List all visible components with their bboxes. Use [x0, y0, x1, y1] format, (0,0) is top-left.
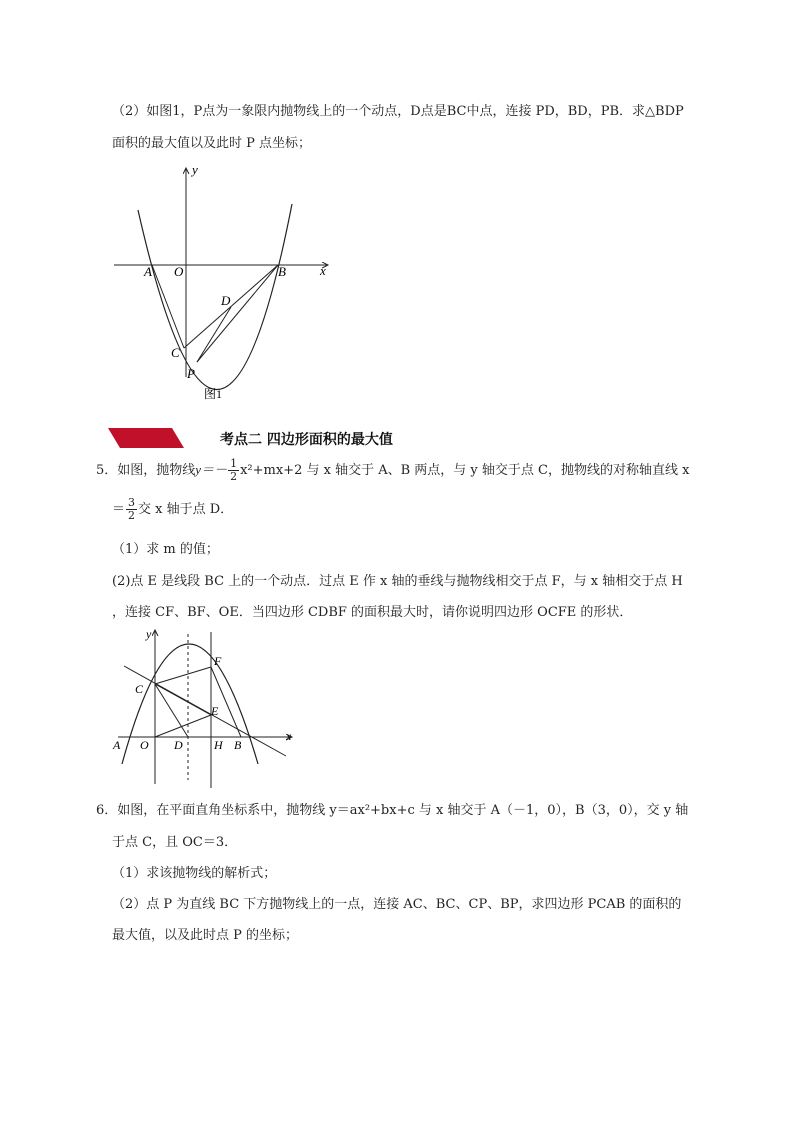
p6-subquestion-2-line-2: 最大值，以及此时点 P 的坐标； [112, 928, 299, 943]
figure-2 [110, 624, 300, 792]
p5-intro: 如图，抛物线 [117, 463, 196, 478]
p5-subquestion-2-line-2: ，连接 CF、BF、OE．当四边形 CDBF 的面积最大时，请你说明四边形 OCFE 的形状． [112, 605, 633, 620]
label-h: H [214, 738, 223, 752]
label-a: A [144, 264, 152, 279]
p5-number: 5． [96, 463, 118, 478]
p6-question-line-2: 于点 C，且 OC＝3． [112, 835, 238, 850]
p6-subquestion-1: （1）求该抛物线的解析式； [112, 866, 277, 881]
p6-question-line-1: 6．如图，在平面直角坐标系中，抛物线 y＝ax²+bx+c 与 x 轴交于 A（－1，0），B（3，0），交 y 轴 [96, 803, 689, 818]
parabola [138, 204, 292, 390]
p5-line-2-rest: 交 x 轴于点 D． [138, 502, 234, 517]
label-c: C [135, 682, 144, 696]
label-o: O [174, 264, 184, 279]
label-d: D [174, 738, 183, 752]
label-e: E [211, 704, 219, 718]
label-x: x [320, 263, 326, 278]
p5-equation-lhs: y＝－ [195, 462, 228, 477]
p5-fraction-three-halves: $\frac{3}{2}$ [128, 496, 136, 522]
p5-fraction-half: $\frac{1}{2}$ [230, 457, 238, 483]
p6-subquestion-2-line-1: （2）点 P 为直线 BC 下方抛物线上的一点，连接 AC、BC、CP、BP，求四边形 PCAB 的面积的 [112, 897, 682, 912]
segment-oe [155, 715, 211, 737]
label-b: B [278, 264, 286, 279]
label-f: F [214, 654, 222, 668]
p5-question-line-2 [112, 497, 233, 522]
p5-line-1-rest: x²+mx+2 与 x 轴交于 A、B 两点，与 y 轴交于点 C，抛物线的对称轴直线 x [240, 463, 690, 478]
label-a: A [113, 738, 121, 752]
p5-eq-sign: ＝ [112, 502, 126, 517]
label-x: x [286, 729, 292, 743]
figure-1 [100, 162, 340, 404]
figure-caption: 图1 [204, 387, 223, 401]
label-o: O [140, 738, 149, 752]
label-y: y [192, 162, 198, 177]
segment-cb [184, 265, 278, 348]
p5-subquestion-2-line-1: (2)点 E 是线段 BC 上的一个动点．过点 E 作 x 轴的垂线与抛物线相交于点 F，与 x 轴相交于点 H [112, 574, 683, 589]
p5-subquestion-1: （1）求 m 的值； [112, 542, 219, 557]
section-marker [108, 428, 184, 448]
section-title: 考点二 四边形面积的最大值 [220, 432, 393, 448]
label-p: P [187, 366, 195, 381]
segment-ce [155, 684, 211, 715]
segment-cf [155, 667, 211, 684]
p4-question-line-1: （2）如图1，P点为一象限内抛物线上的一个动点，D点是BC中点，连接 PD，BD，PB．求△BDP [112, 104, 684, 119]
p4-question-line-2: 面积的最大值以及此时 P 点坐标； [112, 136, 312, 151]
p5-question-line-1 [96, 458, 689, 483]
segment-pd [197, 307, 231, 362]
label-y: y [146, 627, 152, 641]
label-b: B [234, 738, 242, 752]
label-c: C [171, 345, 180, 360]
label-d: D [221, 293, 231, 308]
